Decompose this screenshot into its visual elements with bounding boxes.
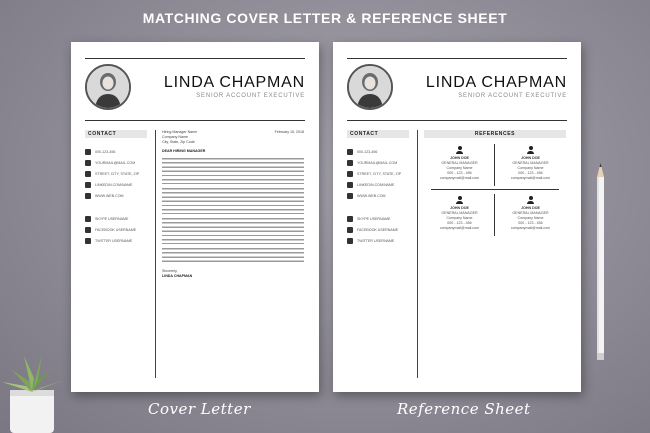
caption-cover-letter: Cover Letter [148,400,251,418]
person-icon [456,196,463,204]
reference-card: JOHN DOE GENERAL MANAGER Company Name 000 - 123 - 456 companymail@mail.com [495,194,566,231]
candidate-role: SENIOR ACCOUNT EXECUTIVE [458,93,567,99]
contact-item: 000-123-456 [347,146,415,157]
person-icon [527,196,534,204]
web-icon [85,193,91,199]
contact-item: STREET, CITY, STATE, ZIP [85,168,153,179]
reference-divider-vertical [494,144,495,186]
reference-sheet [333,42,581,392]
person-icon [527,146,534,154]
contact-item: YOURMAIL@MAIL.COM [347,157,415,168]
succulent-plant-icon [0,348,70,433]
recipient-name: Hiring Manager Name [162,130,198,134]
contact-item: TWITTER USERNAME [347,235,415,246]
letter-paragraph [162,248,304,264]
twitter-icon [347,238,353,244]
header-rule-bottom [85,120,305,121]
person-icon [456,146,463,154]
recipient-company: Company Name [162,135,188,139]
salutation: DEAR HIRING MANAGER [162,149,206,153]
reference-divider-vertical [494,194,495,236]
portrait-photo-icon [87,66,129,108]
linkedin-icon [85,182,91,188]
contact-list [85,146,153,246]
contact-item: 000-123-456 [85,146,153,157]
contact-list [347,146,415,246]
pencil-icon [596,163,605,368]
cover-letter-sheet [71,42,319,392]
contact-item: WWW.WEB.COM [85,190,153,201]
contact-item: LINKEDIN.COM/NAME [85,179,153,190]
signature: LINDA CHAPMAN [162,274,193,278]
contact-item: LINKEDIN.COM/NAME [347,179,415,190]
contact-item: FACEBOOK USERNAME [85,224,153,235]
phone-icon [85,149,91,155]
portrait-photo-icon [349,66,391,108]
reference-card: JOHN DOE GENERAL MANAGER Company Name 000 - 123 - 456 companymail@mail.com [495,144,566,181]
letter-body [162,130,304,279]
candidate-role: SENIOR ACCOUNT EXECUTIVE [196,93,305,99]
linkedin-icon [347,182,353,188]
skype-icon [85,216,91,222]
header-rule-bottom [347,120,567,121]
reference-card: JOHN DOE GENERAL MANAGER Company Name 000 - 123 - 456 companymail@mail.com [424,144,495,181]
letter-paragraph [162,158,304,184]
contact-title: CONTACT [347,130,409,138]
recipient-city: City, State, Zip Code [162,140,195,144]
candidate-name: LINDA CHAPMAN [425,74,567,91]
facebook-icon [85,227,91,233]
references-title: REFERENCES [424,130,566,138]
letter-date: February 15, 2018 [274,130,304,134]
contact-item: TWITTER USERNAME [85,235,153,246]
header-rule-top [85,58,305,59]
contact-title: CONTACT [85,130,147,138]
reference-divider-horizontal [431,189,559,190]
contact-item: SKYPE USERNAME [85,213,153,224]
candidate-name: LINDA CHAPMAN [163,74,305,91]
mail-icon [85,160,91,166]
letter-paragraph [162,188,304,214]
contact-item: SKYPE USERNAME [347,213,415,224]
header-rule-top [347,58,567,59]
contact-item: WWW.WEB.COM [347,190,415,201]
contact-item: FACEBOOK USERNAME [347,224,415,235]
contact-item: STREET, CITY, STATE, ZIP [347,168,415,179]
web-icon [347,193,353,199]
twitter-icon [85,238,91,244]
facebook-icon [347,227,353,233]
mail-icon [347,160,353,166]
contact-item: YOURMAIL@MAIL.COM [85,157,153,168]
banner-title: MATCHING COVER LETTER & REFERENCE SHEET [142,10,508,26]
column-divider [155,130,156,378]
signoff: Sincerely, [162,269,178,273]
home-icon [347,171,353,177]
column-divider [417,130,418,378]
reference-card: JOHN DOE GENERAL MANAGER Company Name 000 - 123 - 456 companymail@mail.com [424,194,495,231]
skype-icon [347,216,353,222]
caption-reference-sheet: Reference Sheet [397,400,531,418]
phone-icon [347,149,353,155]
home-icon [85,171,91,177]
avatar [85,64,131,110]
letter-paragraph [162,218,304,244]
avatar [347,64,393,110]
